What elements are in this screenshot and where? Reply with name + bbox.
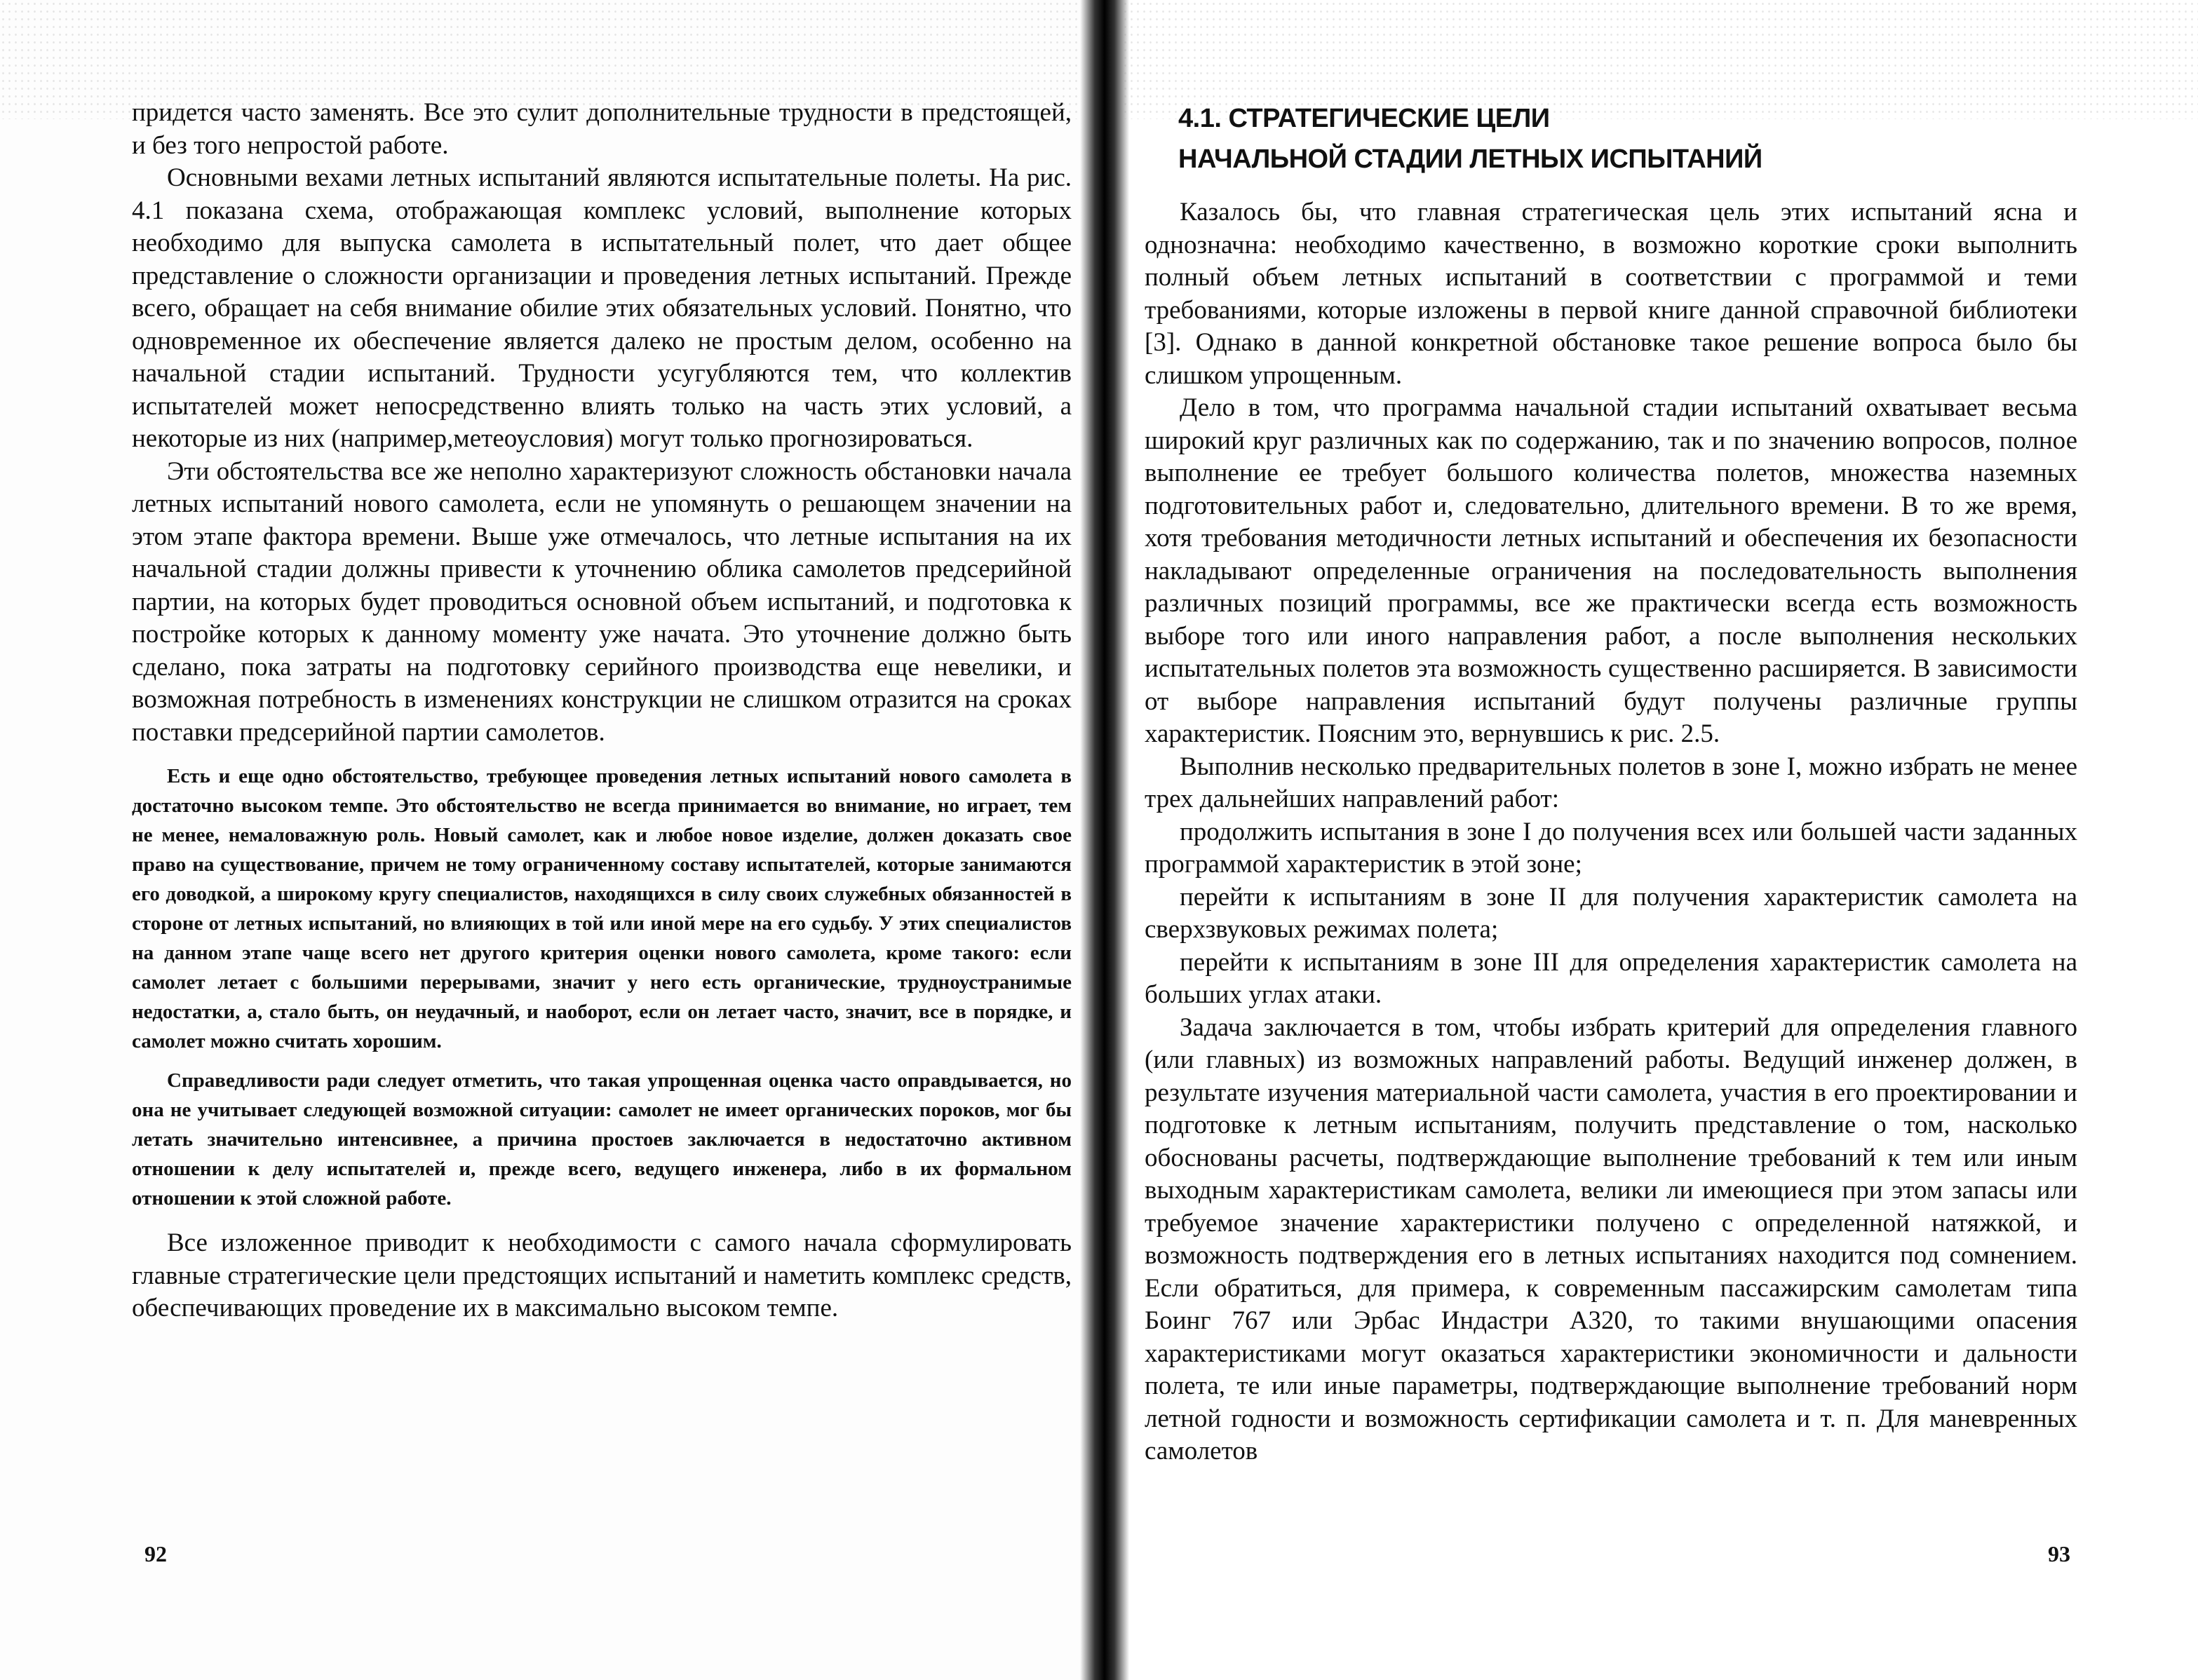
right-page-body xyxy=(1145,196,2077,1468)
paragraph: Казалось бы, что главная стратегическая цель этих испытаний ясна и однозначна: необходимо качественно, в возможно короткие сроки выполнить полный объем летных испытаний в соответствии с программой и теми требованиями, которые изложены в первой книге данной справочной библиотеки [3]. Однако в данной конкретной обстановке такое решение вопроса было бы слишком упрощенным. xyxy=(1145,198,2077,390)
paragraph: Дело в том, что программа начальной стадии испытаний охватывает весьма широкий круг различных как по содержанию, так и по значению вопросов, полное выполнение ее требует большого количества полетов, множества наземных подготовительных работ и, следовательно, длительного времени. В то же время, хотя требования методичности летных испытаний и обеспечения их безопасности накладывают определенные ограничения на последовательность выполнения различных позиций программы, все же практически всегда есть возможность выборе того или иного направления работ, а после выполнения нескольких испытательных полетов эта возможность существенно расширяется. В зависимости от выборе направления испытаний будут получены различные группы характеристик. Поясним это, вернувшись к рис. 2.5. xyxy=(1145,393,2077,748)
section-heading xyxy=(1178,98,2090,179)
page-number: 92 xyxy=(144,1541,167,1566)
paragraph: Все изложенное приводит к необходимости с самого начала сформулировать главные стратегические цели предстоящих испытаний и наметить комплекс средств, обеспечивающих проведение их в максимально высоком темпе. xyxy=(132,1228,1072,1322)
paragraph: придется часто заменять. Все это сулит дополнительные трудности в предстоящей, и без того непростой работе. xyxy=(132,98,1072,160)
list-item: перейти к испытаниям в зоне II для получения характеристик самолета на сверхзвуковых режимах полета; xyxy=(1145,882,2077,944)
paragraph: Задача заключается в том, чтобы избрать критерий для определения главного (или главных) из возможных направлений работы. Ведущий инженер должен, в результате изучения материальной части самолета, участия в его проектировании и подготовке к летным испытаниям, получить представление о том, насколько обоснованы расчеты, подтверждающие выполнение требований к тем или иным выходным характеристикам самолета, велики ли имеющиеся при этом запасы или требуемое значение характеристики получено с определенной натяжкой, и возможность подтверждения его в летных испытаниях находится под сомнением. Если обратиться, для примера, к современным пассажирским самолетам типа Боинг 767 или Эрбас Индастри А320, то такими внушающими опасения характеристиками могут оказаться характеристики экономичности и дальности полета, те или иные параметры, подтверждающие выполнение требований норм летной годности и возможность сертификации самолета и т. п. Для маневренных самолетов xyxy=(1145,1012,2077,1465)
paragraph: Основными вехами летных испытаний являются испытательные полеты. На рис. 4.1 показана схема, отображающая комплекс условий, выполнение которых необходимо для выпуска самолета в испытательный полет, что дает общее представление о сложности организации и проведения летных испытаний. Прежде всего, обращает на себя внимание обилие этих обязательных условий. Понятно, что одновременное их обеспечение является далеко не простым делом, особенно на начальной стадии испытаний. Трудности усугубляются тем, что коллектив испытателей может непосредственно влиять только на часть этих условий, а некоторые из них (например,метеоусловия) могут только прогнозироваться. xyxy=(132,163,1072,453)
page-number: 93 xyxy=(2048,1541,2070,1566)
list-item: перейти к испытаниям в зоне III для определения характеристик самолета на больших углах атаки. xyxy=(1145,947,2077,1009)
heading-line: 4.1. СТРАТЕГИЧЕСКИЕ ЦЕЛИ xyxy=(1178,104,1550,133)
paragraph: Эти обстоятельства все же неполно характеризуют сложность обстановки начала летных испытаний нового самолета, если не упомянуть о решающем значении на этом этапе фактора времени. Выше уже отмечалось, что летные испытания на их начальной стадии должны привести к уточнению облика самолетов предсерийной партии, на которых будет проводиться основной объем испытаний, и подготовка к постройке которых к данному моменту уже начата. Это уточнение должно быть сделано, пока затраты на подготовку серийного производства еще невелики, и возможная потребность в изменениях конструкции не слишком отразится на сроках поставки предсерийной партии самолетов. xyxy=(132,456,1072,747)
small-print-paragraph: Справедливости ради следует отметить, что такая упрощенная оценка часто оправдывается, но она не учитывает следующей возможной ситуации: самолет не имеет органических пороков, мог бы летать значительно интенсивнее, а причина простоев заключается в недостаточно активном отношении к делу испытателей и, прежде всего, ведущего инженера, либо в их формальном отношении к этой сложной работе. xyxy=(132,1069,1072,1210)
list-item: продолжить испытания в зоне I до получения всех или большей части заданных программой характеристик в этой зоне; xyxy=(1145,817,2077,879)
small-print-paragraph: Есть и еще одно обстоятельство, требующее проведения летных испытаний нового самолета в достаточно высоком темпе. Это обстоятельство не всегда принимается во внимание, но играет, тем не менее, немаловажную роль. Новый самолет, как и любое новое изделие, должен доказать свое право на существование, причем не тому ограниченному составу испытателей, которые занимаются его доводкой, а широкому кругу специалистов, находящихся в силу своих служебных обязанностей в стороне от летных испытаний, но влияющих в той или иной мере на его судьбу. У этих специалистов на данном этапе чаще всего нет другого критерия оценки нового самолета, кроме такого: если самолет летает с большими перерывами, значит у него есть органические, трудноустранимые недостатки, а, стало быть, он неудачный, и наоборот, если он летает часто, значит, все в порядке, и самолет можно считать хорошим. xyxy=(132,765,1072,1052)
paragraph: Выполнив несколько предварительных полетов в зоне I, можно избрать не менее трех дальнейших направлений работ: xyxy=(1145,752,2077,813)
heading-line: НАЧАЛЬНОЙ СТАДИИ ЛЕТНЫХ ИСПЫТАНИЙ xyxy=(1178,144,1762,174)
